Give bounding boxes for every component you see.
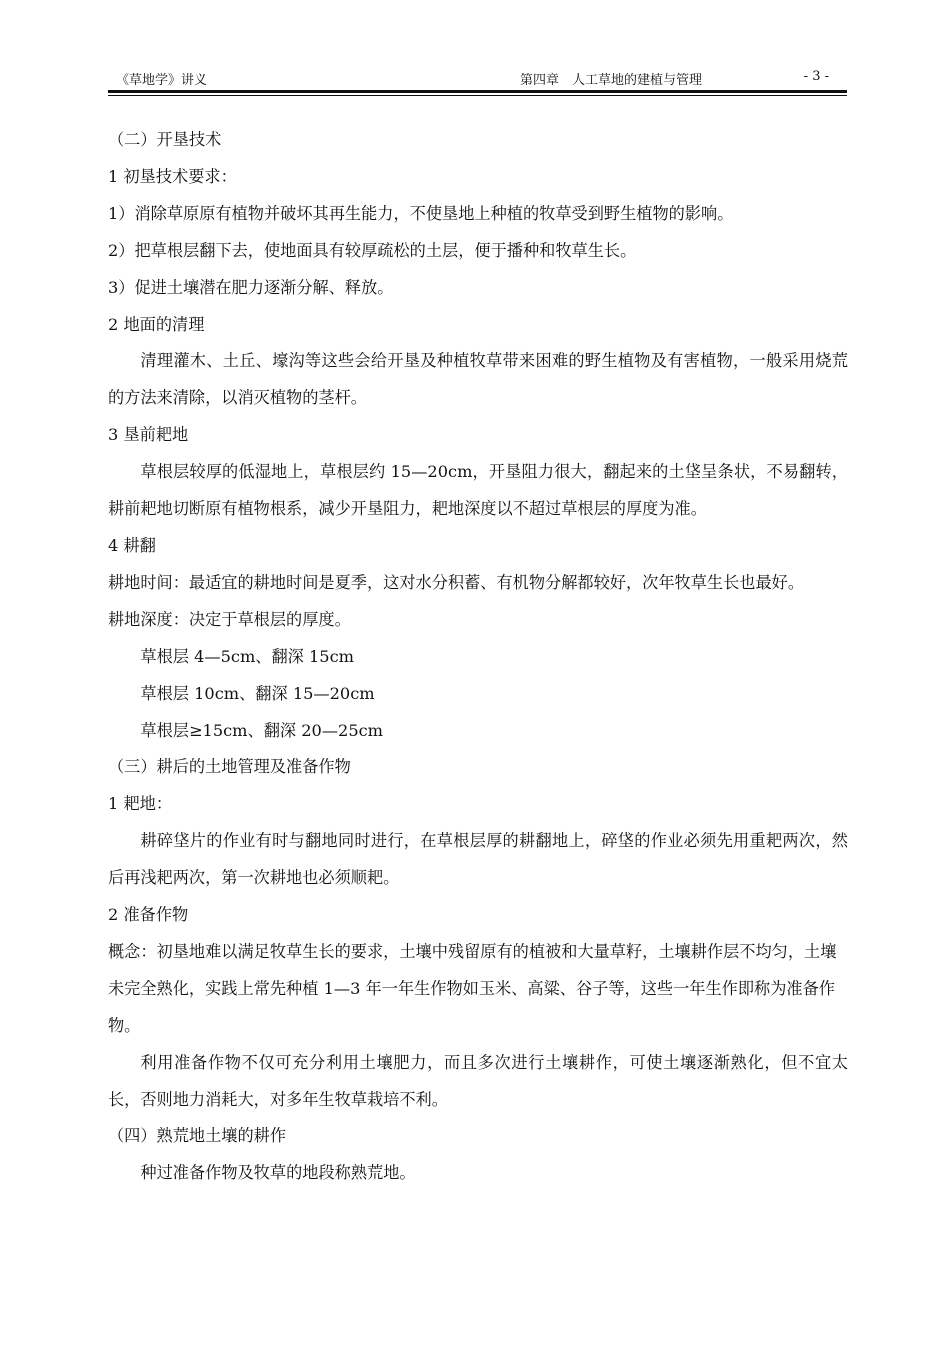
header-chapter-title: 第四章 人工草地的建植与管理 <box>520 73 703 88</box>
list-item: 2）把草根层翻下去，使地面具有较厚疏松的土层，便于播种和牧草生长。 <box>108 240 637 260</box>
subsection-heading: 1 初垦技术要求： <box>108 166 237 186</box>
paragraph: 概念：初垦地难以满足牧草生长的要求，土壤中残留原有的植被和大量草籽，土壤耕作层不均匀，土壤未完全熟化，实践上常先种植 1—3 年一年生作物如玉米、高粱、谷子等，这些一年生作即称为准备作物。 <box>108 941 837 1035</box>
paragraph: 利用准备作物不仅可充分利用土壤肥力，而且多次进行土壤耕作，可使土壤逐渐熟化，但不宜太长，否则地力消耗大，对多年生牧草栽培不利。 <box>108 1052 848 1109</box>
list-item: 草根层 4—5cm、翻深 15cm <box>140 646 355 666</box>
list-item: 草根层 10cm、翻深 15—20cm <box>140 683 375 703</box>
list-item: 草根层≥15cm、翻深 20—25cm <box>140 720 384 740</box>
section-heading: （三）耕后的土地管理及准备作物 <box>108 757 351 777</box>
subsection-heading: 2 地面的清理 <box>108 314 205 334</box>
paragraph: 耕地深度：决定于草根层的厚度。 <box>108 609 351 629</box>
subsection-heading: 2 准备作物 <box>108 905 189 925</box>
header-book-title: 《草地学》讲义 <box>116 73 208 88</box>
subsection-heading: 3 垦前耙地 <box>108 425 189 445</box>
paragraph: 耕碎垡片的作业有时与翻地同时进行，在草根层厚的耕翻地上，碎垡的作业必须先用重耙两次，然后再浅耙两次，第一次耕地也必须顺耙。 <box>108 831 848 888</box>
paragraph: 清理灌木、土丘、壕沟等这些会给开垦及种植牧草带来困难的野生植物及有害植物，一般采用烧荒的方法来清除，以消灭植物的茎杆。 <box>108 351 848 408</box>
subsection-heading: 1 耙地： <box>108 794 173 814</box>
document-body <box>108 122 848 1192</box>
header-rule <box>108 90 847 93</box>
section-heading: （四）熟荒地土壤的耕作 <box>108 1126 287 1146</box>
header-rule-thin <box>108 95 847 96</box>
section-heading: （二）开垦技术 <box>108 130 222 149</box>
subsection-heading: 4 耕翻 <box>108 535 156 555</box>
paragraph: 耕地时间：最适宜的耕地时间是夏季，这对水分积蓄、有机物分解都较好，次年牧草生长也最好。 <box>108 572 805 592</box>
header-page-number: - 3 - <box>803 69 829 84</box>
list-item: 1）消除草原原有植物并破坏其再生能力，不使垦地上种植的牧草受到野生植物的影响。 <box>108 203 734 223</box>
paragraph: 草根层较厚的低湿地上，草根层约 15—20cm，开垦阻力很大，翻起来的土垡呈条状，不易翻转，耕前耙地切断原有植物根系，减少开垦阻力，耙地深度以不超过草根层的厚度为准。 <box>108 462 848 519</box>
paragraph: 种过准备作物及牧草的地段称熟荒地。 <box>140 1163 416 1183</box>
list-item: 3）促进土壤潜在肥力逐渐分解、释放。 <box>108 277 394 297</box>
page-header <box>108 69 847 89</box>
